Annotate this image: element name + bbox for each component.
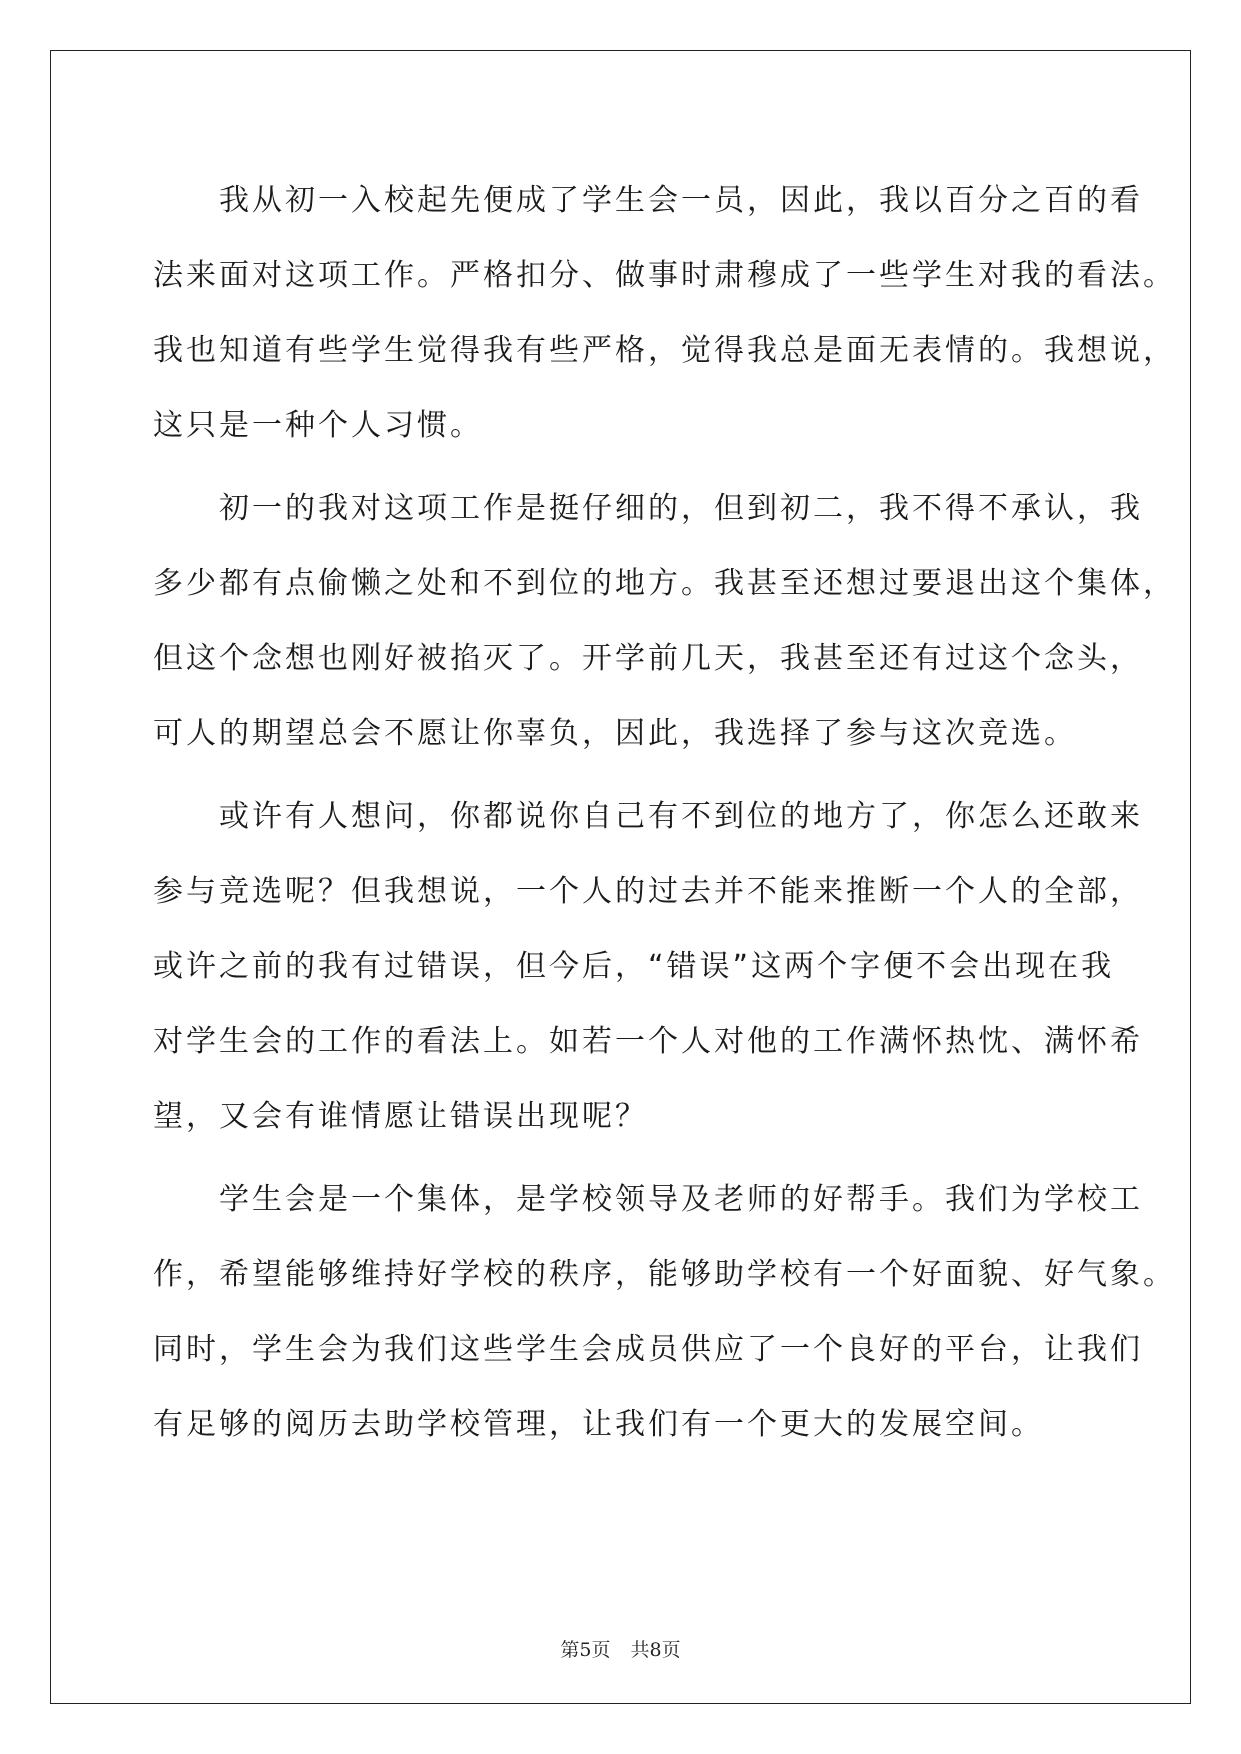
page-number: 第5页	[560, 1639, 611, 1661]
text-line: 或许有人想问，你都说你自己有不到位的地方了，你怎么还敢来	[153, 799, 1143, 834]
text-line: 法来面对这项工作。严格扣分、做事时肃穆成了一些学生对我的看法。	[153, 258, 1176, 293]
text-line: 这只是一种个人习惯。	[153, 408, 483, 443]
text-line: 同时，学生会为我们这些学生会成员供应了一个良好的平台，让我们	[153, 1332, 1143, 1367]
text-line: 可人的期望总会不愿让你辜负，因此，我选择了参与这次竞选。	[153, 716, 1077, 751]
text-line: 初一的我对这项工作是挺仔细的，但到初二，我不得不承认，我	[153, 491, 1143, 526]
text-line: 但这个念想也刚好被掐灭了。开学前几天，我甚至还有过这个念头，	[153, 641, 1143, 676]
total-pages: 共8页	[630, 1639, 681, 1661]
text-line: 对学生会的工作的看法上。如若一个人对他的工作满怀热忱、满怀希	[153, 1024, 1143, 1059]
text-line: 多少都有点偷懒之处和不到位的地方。我甚至还想过要退出这个集体，	[153, 566, 1176, 601]
text-line: 望，又会有谁情愿让错误出现呢？	[153, 1099, 648, 1134]
text-line: 有足够的阅历去助学校管理，让我们有一个更大的发展空间。	[153, 1407, 1044, 1442]
text-line: 学生会是一个集体，是学校领导及老师的好帮手。我们为学校工	[153, 1182, 1143, 1217]
text-line: 或许之前的我有过错误，但今后，“错误”这两个字便不会出现在我	[153, 949, 1115, 984]
document-body	[153, 163, 1176, 1470]
paragraph-3	[153, 779, 1143, 1154]
text-line: 我也知道有些学生觉得我有些严格，觉得我总是面无表情的。我想说，	[153, 333, 1176, 368]
text-line: 参与竞选呢？但我想说，一个人的过去并不能来推断一个人的全部，	[153, 874, 1143, 909]
paragraph-1	[153, 163, 1176, 463]
paragraph-2	[153, 471, 1176, 771]
paragraph-4	[153, 1162, 1176, 1462]
text-line: 作，希望能够维持好学校的秩序，能够助学校有一个好面貌、好气象。	[153, 1257, 1176, 1292]
page-footer	[0, 1635, 1241, 1662]
text-line: 我从初一入校起先便成了学生会一员，因此，我以百分之百的看	[153, 183, 1143, 218]
